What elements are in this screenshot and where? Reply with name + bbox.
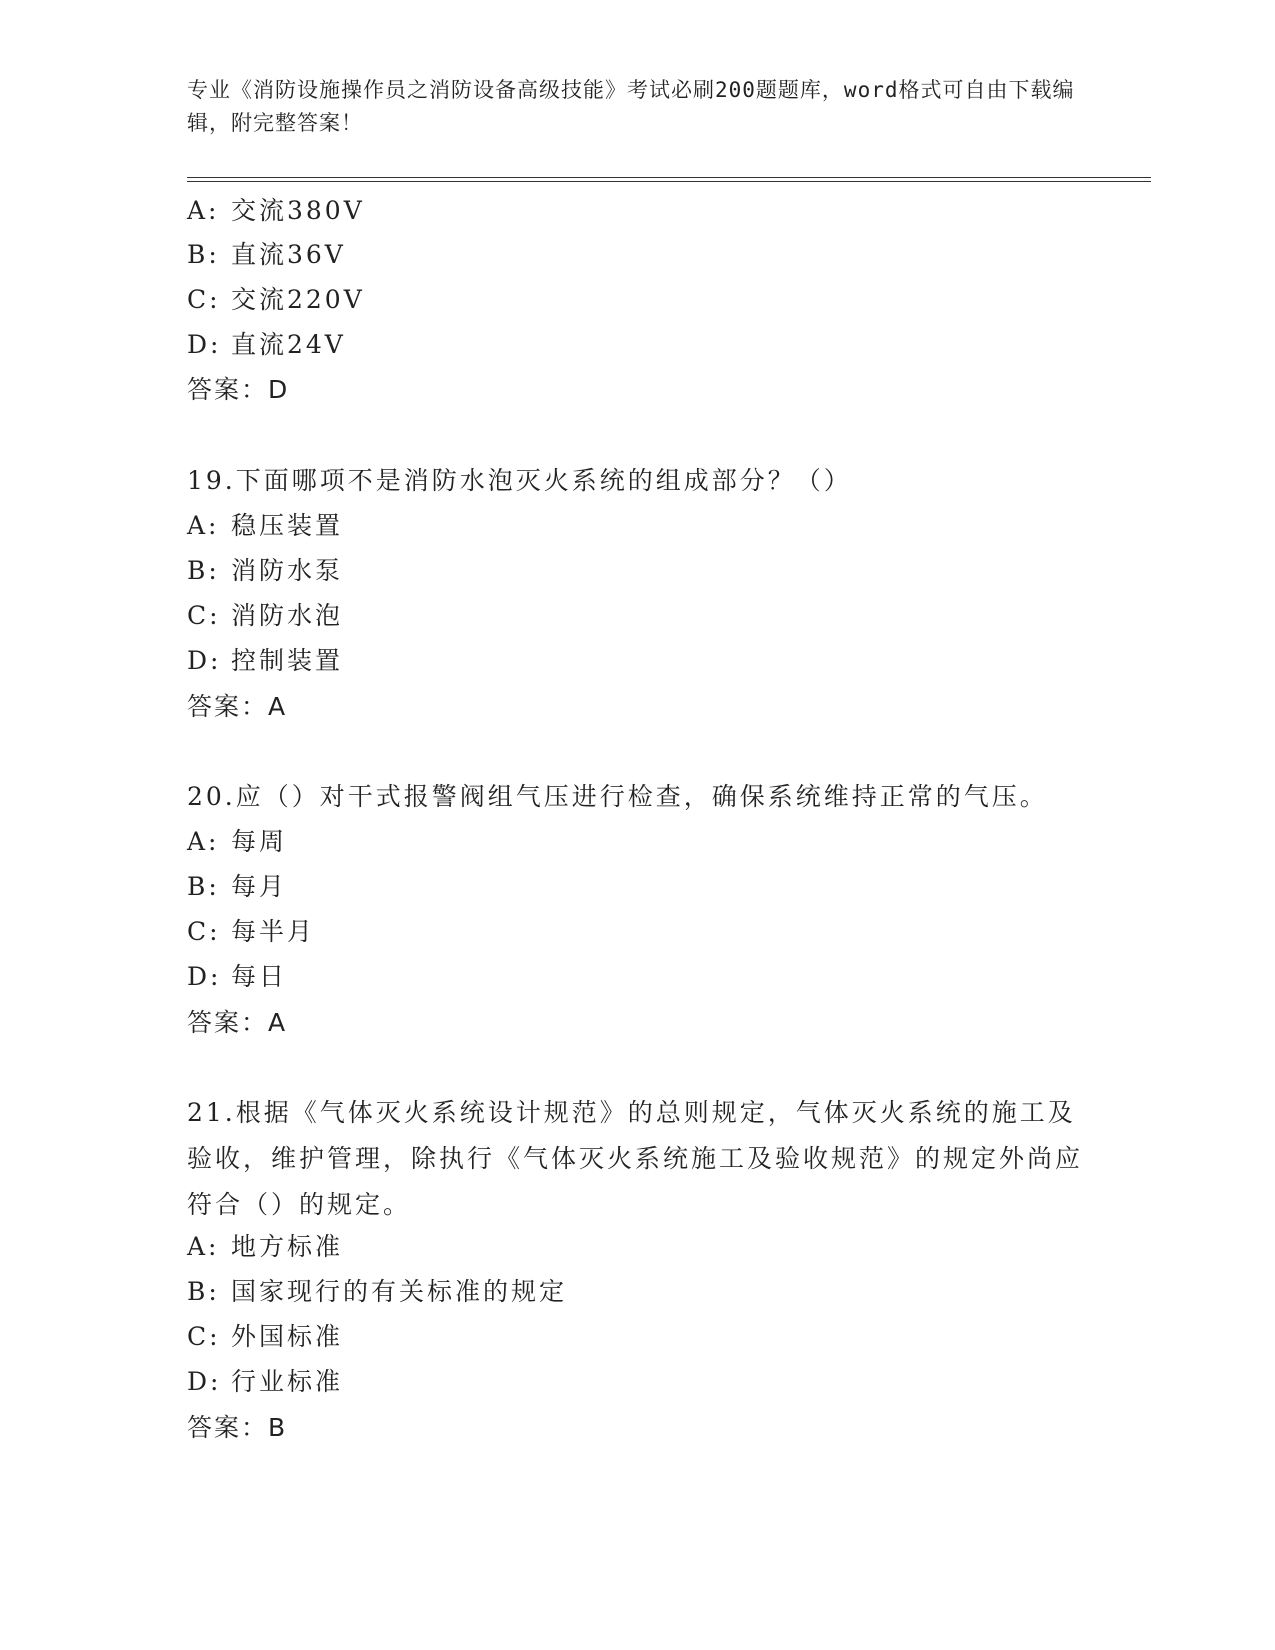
q18-option-b	[187, 240, 346, 270]
q19-question: 19.下面哪项不是消防水泡灭火系统的组成部分？（）	[187, 466, 852, 495]
option-label: A:	[187, 511, 220, 540]
option-text: 直流36V	[231, 240, 346, 269]
option-text: 每半月	[231, 917, 316, 946]
option-label: C:	[187, 601, 221, 630]
header-divider-line	[187, 177, 1151, 178]
option-label: A:	[187, 196, 220, 225]
q19-option-b	[187, 556, 343, 586]
option-label: C:	[187, 1322, 221, 1351]
q21-option-a	[187, 1232, 343, 1262]
q20-answer: 答案：A	[187, 1008, 288, 1037]
option-text: 外国标准	[231, 1322, 344, 1351]
option-label: D:	[187, 646, 222, 675]
option-text: 每周	[231, 827, 288, 856]
q19-option-c	[187, 601, 343, 631]
q20-option-a	[187, 827, 287, 857]
option-label: B:	[187, 556, 220, 585]
option-text: 每月	[231, 872, 288, 901]
q21-option-d	[187, 1367, 343, 1397]
option-text: 控制装置	[231, 646, 344, 675]
option-label: A:	[187, 1232, 220, 1261]
option-label: C:	[187, 917, 221, 946]
option-label: D:	[187, 962, 222, 991]
header-divider-line-double	[187, 181, 1151, 182]
option-label: B:	[187, 240, 220, 269]
q21-option-b	[187, 1277, 567, 1307]
q21-option-c	[187, 1322, 343, 1352]
option-text: 交流380V	[231, 196, 365, 225]
q20-option-c	[187, 917, 315, 947]
option-label: B:	[187, 1277, 220, 1306]
q18-option-a	[187, 196, 365, 226]
option-label: D:	[187, 1367, 222, 1396]
option-label: B:	[187, 872, 220, 901]
option-text: 每日	[231, 962, 288, 991]
option-text: 行业标准	[231, 1367, 344, 1396]
option-label: D:	[187, 330, 222, 359]
q19-option-a	[187, 511, 343, 541]
option-text: 稳压装置	[231, 511, 344, 540]
q21-question: 21.根据《气体灭火系统设计规范》的总则规定，气体灭火系统的施工及验收，维护管理，除执行《气体灭火系统施工及验收规范》的规定外尚应符合（）的规定。	[187, 1098, 1084, 1219]
q20-option-b	[187, 872, 287, 902]
option-text: 直流24V	[231, 330, 346, 359]
q20-option-d	[187, 962, 287, 992]
q19-answer: 答案：A	[187, 692, 288, 721]
q18-answer: 答案：D	[187, 375, 290, 404]
option-text: 交流220V	[231, 285, 365, 314]
q18-option-d	[187, 330, 346, 360]
document-header: 专业《消防设施操作员之消防设备高级技能》考试必刷200题题库，word格式可自由下载编辑，附完整答案！	[187, 78, 1075, 135]
option-text: 消防水泡	[231, 601, 344, 630]
option-label: A:	[187, 827, 220, 856]
q18-option-c	[187, 285, 365, 315]
q19-option-d	[187, 646, 343, 676]
option-text: 地方标准	[231, 1232, 344, 1261]
option-label: C:	[187, 285, 221, 314]
option-text: 消防水泵	[231, 556, 344, 585]
option-text: 国家现行的有关标准的规定	[231, 1277, 568, 1306]
q21-answer: 答案：B	[187, 1413, 288, 1442]
q20-question: 20.应（）对干式报警阀组气压进行检查，确保系统维持正常的气压。	[187, 782, 1048, 811]
